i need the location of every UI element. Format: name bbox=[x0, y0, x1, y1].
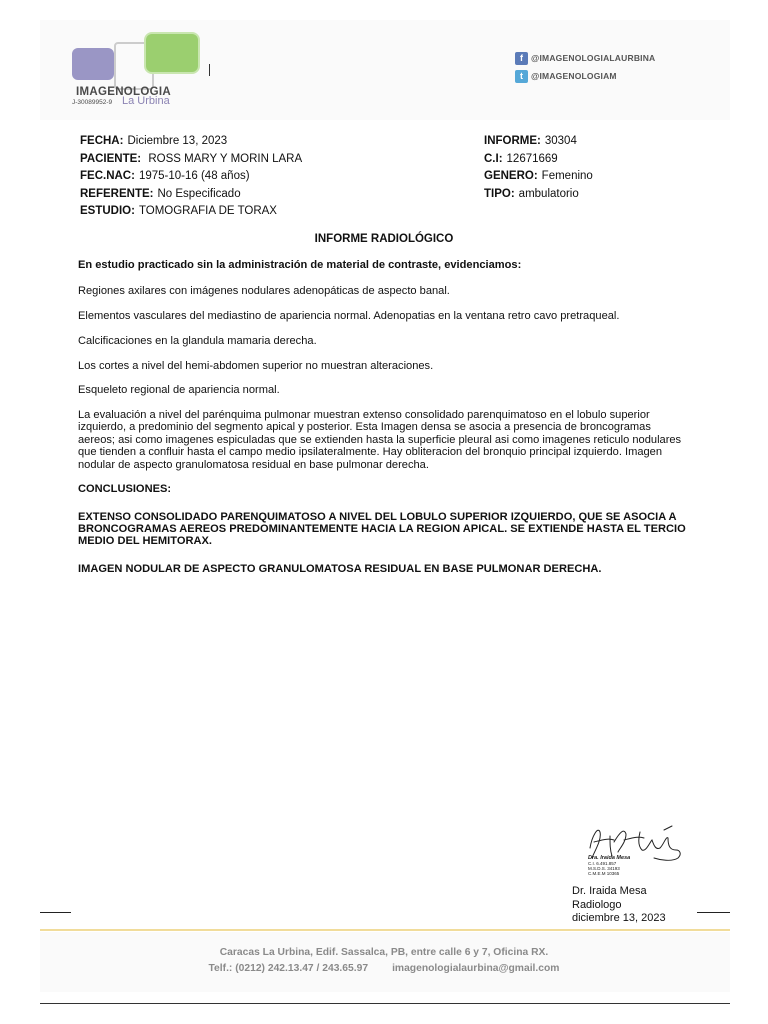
finding-paragraph: La evaluación a nivel del parénquima pulmonar muestran extenso consolidado parenquimatoso en el lobulo superior izquierdo, a predominio del segmento apical y posterior. Esta Imagen densa se asocia a presencia de broncogramas aereos; asi como imagenes espiculadas que se extienden hasta la superficie pleural asi como imagenes reticulo nodulares que tienden a confluir hasta el campo medio ipsilateralmente. Hay obliteracion del bronquio principal izquierdo. Imagen nodular de aspecto granulomatosa residual en base pulmonar derecha. bbox=[78, 408, 682, 471]
referente-label: REFERENTE: bbox=[80, 187, 154, 200]
report-body bbox=[78, 259, 690, 590]
fecnac-row bbox=[80, 168, 302, 186]
patient-info-right bbox=[484, 133, 593, 203]
paciente-label: PACIENTE: bbox=[80, 152, 142, 165]
footer-contact bbox=[0, 945, 768, 977]
signer-name: Dr. Iraida Mesa bbox=[572, 885, 647, 897]
finding-paragraph: Regiones axilares con imágenes nodulares adenopáticas de aspecto banal. bbox=[78, 285, 450, 298]
conclusions-heading: CONCLUSIONES: bbox=[78, 483, 172, 496]
fecha-value: Diciembre 13, 2023 bbox=[127, 135, 228, 147]
facebook-handle: @IMAGENOLOGIALAURBINA bbox=[531, 53, 656, 63]
header-divider bbox=[209, 64, 210, 76]
social-twitter[interactable] bbox=[515, 68, 655, 84]
fecnac-value: 1975-10-16 (48 años) bbox=[138, 170, 250, 182]
finding-paragraph: Elementos vasculares del mediastino de apariencia normal. Adenopatias en la ventana retro cavo pretraqueal. bbox=[78, 310, 620, 323]
signature-stamp bbox=[588, 856, 630, 876]
facebook-icon: f bbox=[515, 52, 528, 65]
genero-row bbox=[484, 168, 593, 186]
estudio-row bbox=[80, 203, 302, 221]
signer-date: diciembre 13, 2023 bbox=[572, 912, 666, 924]
paciente-row bbox=[80, 151, 302, 169]
stamp-line: C.M.E.M 10365 bbox=[588, 871, 620, 876]
logo-name: IMAGENOLOGIA bbox=[76, 86, 171, 98]
estudio-value: TOMOGRAFIA DE TORAX bbox=[138, 205, 277, 217]
stamp-line: M.S.D.S. 34193 bbox=[588, 866, 620, 871]
genero-value: Femenino bbox=[541, 170, 593, 182]
logo-rif: J-30089952-9 bbox=[72, 99, 113, 106]
fecha-label: FECHA: bbox=[80, 135, 124, 147]
finding-paragraph: Esqueleto regional de apariencia normal. bbox=[78, 384, 280, 397]
logo-subtitle: La Urbina bbox=[122, 95, 170, 107]
logo-purple-shape bbox=[72, 48, 114, 80]
fecnac-label: FEC.NAC: bbox=[80, 170, 135, 182]
patient-info-left bbox=[80, 133, 302, 221]
conclusion-paragraph: IMAGEN NODULAR DE ASPECTO GRANULOMATOSA RESIDUAL EN BASE PULMONAR DERECHA. bbox=[78, 562, 602, 575]
ci-value: 12671669 bbox=[506, 152, 558, 165]
footer-email[interactable]: imagenologialaurbina@gmail.com bbox=[392, 963, 560, 974]
estudio-label: ESTUDIO: bbox=[80, 205, 135, 217]
report-intro: En estudio practicado sin la administración de material de contraste, evidenciamos: bbox=[78, 259, 522, 271]
tipo-row bbox=[484, 186, 593, 204]
referente-value: No Especificado bbox=[157, 187, 241, 200]
ci-label: C.I: bbox=[484, 152, 503, 165]
finding-paragraph: Los cortes a nivel del hemi-abdomen superior no muestran alteraciones. bbox=[78, 359, 434, 372]
footer-contact-line bbox=[0, 961, 768, 977]
stamp-line: C.I. 6.491.857 bbox=[588, 861, 617, 866]
fecha-row bbox=[80, 133, 302, 151]
social-facebook[interactable] bbox=[515, 50, 655, 66]
logo-green-shape bbox=[144, 32, 200, 74]
ci-row bbox=[484, 151, 593, 169]
footer-rule-left bbox=[40, 912, 71, 913]
tipo-label: TIPO: bbox=[484, 187, 515, 200]
twitter-icon: t bbox=[515, 70, 528, 83]
clinic-logo bbox=[70, 30, 230, 110]
informe-label: INFORME: bbox=[484, 135, 541, 147]
footer-address: Caracas La Urbina, Edif. Sassalca, PB, entre calle 6 y 7, Oficina RX. bbox=[219, 947, 549, 958]
informe-row bbox=[484, 133, 593, 151]
tipo-value: ambulatorio bbox=[518, 187, 579, 200]
signer-block bbox=[572, 885, 666, 926]
paciente-value: ROSS MARY Y MORIN LARA bbox=[148, 152, 303, 165]
informe-value: 30304 bbox=[544, 135, 577, 147]
twitter-handle: @IMAGENOLOGIAM bbox=[531, 71, 617, 81]
genero-label: GENERO: bbox=[484, 170, 538, 182]
stamp-name: Dra. Iraida Mesa bbox=[588, 855, 631, 861]
bottom-rule bbox=[40, 1003, 730, 1004]
report-title: INFORME RADIOLÓGICO bbox=[314, 233, 454, 245]
social-handles bbox=[515, 50, 655, 86]
conclusion-paragraph: EXTENSO CONSOLIDADO PARENQUIMATOSO A NIVEL DEL LOBULO SUPERIOR IZQUIERDO, QUE SE ASOCIA A BRONCOGRAMAS AEREOS PREDOMINANTEMENTE HACIA LA REGION APICAL. SE EXTIENDE HASTA EL TERCIO MEDIO DEL HEMITORAX. bbox=[78, 510, 686, 548]
finding-paragraph: Calcificaciones en la glandula mamaria derecha. bbox=[78, 334, 317, 347]
footer-phone: Telf.: (0212) 242.13.47 / 243.65.97 bbox=[208, 963, 369, 974]
referente-row bbox=[80, 186, 302, 204]
signer-role: Radiologo bbox=[572, 898, 622, 911]
gold-divider bbox=[40, 929, 730, 931]
footer-rule-right bbox=[697, 912, 730, 913]
